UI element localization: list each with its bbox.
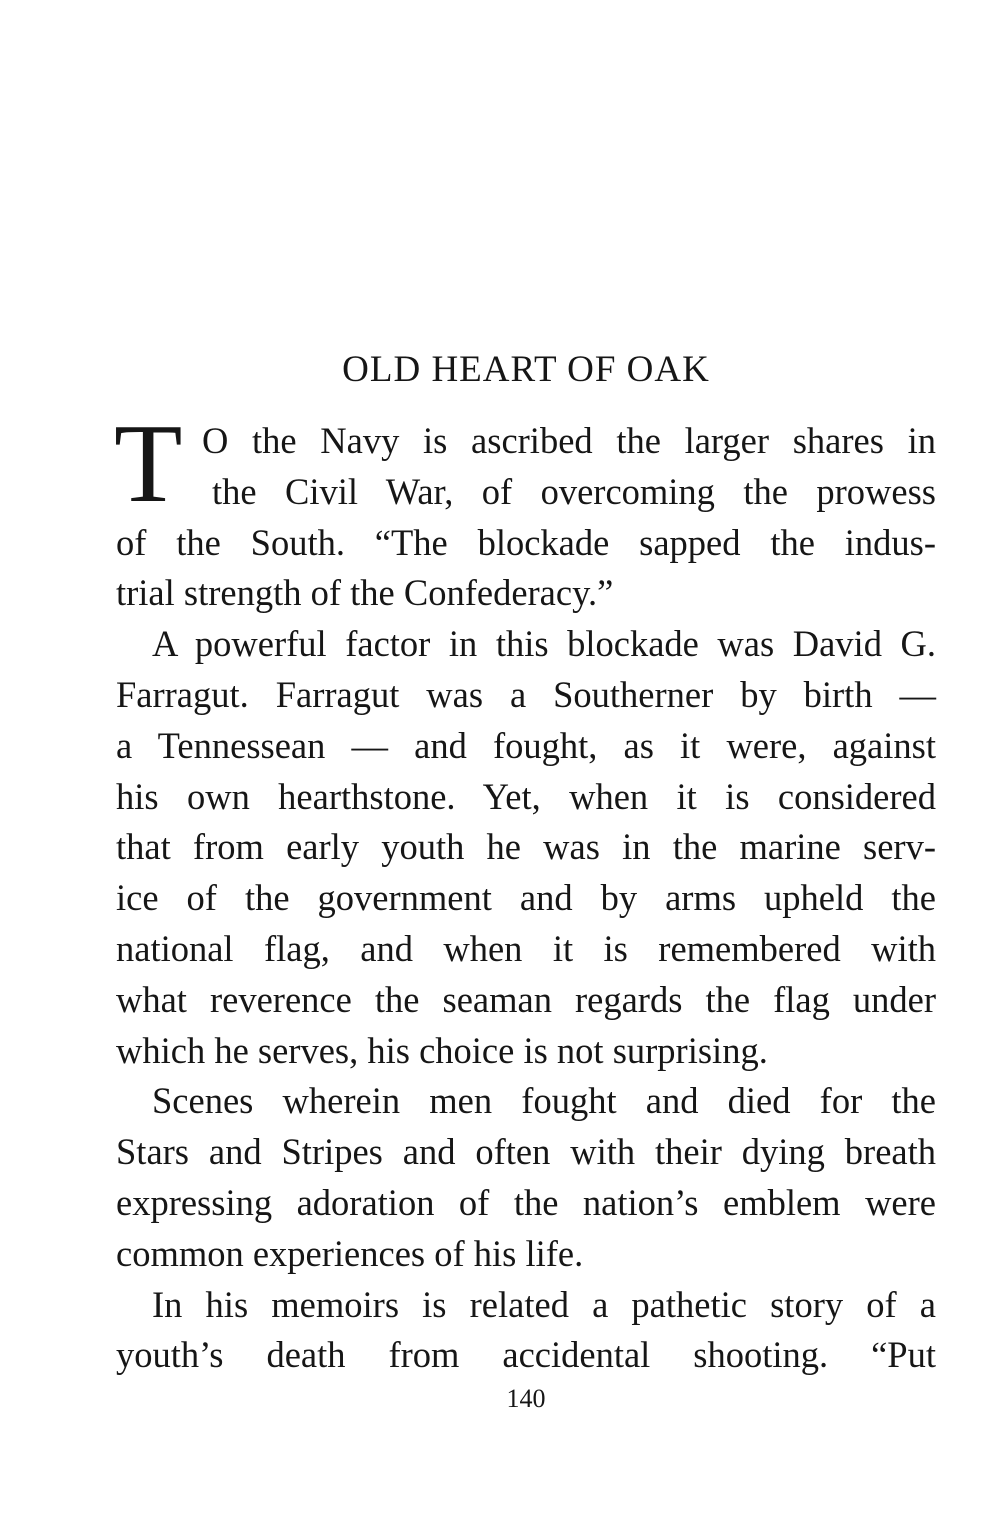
- text-line: that from early youth he was in the marine serv-: [116, 826, 936, 868]
- text-line: which he serves, his choice is not surprising.: [116, 1029, 768, 1071]
- running-title: OLD HEART OF OAK: [342, 349, 710, 390]
- paragraph-4: [116, 1280, 936, 1382]
- body-text: [114, 402, 936, 1381]
- text-line: expressing adoration of the nation’s emblem were: [116, 1181, 936, 1223]
- text-line: national flag, and when it is remembered with: [116, 927, 936, 969]
- text-line: In his memoirs is related a pathetic story of a: [152, 1283, 936, 1325]
- text-line: what reverence the seaman regards the flag under: [116, 978, 936, 1020]
- text-line: Stars and Stripes and often with their dying breath: [116, 1131, 936, 1173]
- paragraph-1: [114, 402, 936, 619]
- text-line: Scenes wherein men fought and died for the: [152, 1080, 936, 1122]
- text-line: youth’s death from accidental shooting. “Put: [116, 1334, 936, 1376]
- text-line: of the South. “The blockade sapped the indus-: [116, 521, 936, 563]
- text-line: O the Navy is ascribed the larger shares in: [202, 420, 936, 461]
- paragraph-2: [116, 619, 936, 1076]
- text-line: A powerful factor in this blockade was David G.: [152, 623, 936, 665]
- text-line: his own hearthstone. Yet, when it is considered: [116, 775, 936, 817]
- text-line: Farragut. Farragut was a Southerner by birth —: [116, 673, 936, 715]
- drop-cap: T: [114, 402, 183, 526]
- text-line: ice of the government and by arms upheld the: [116, 877, 936, 919]
- page-number: 140: [506, 1384, 546, 1413]
- text-line: a Tennessean — and fought, as it were, against: [116, 724, 936, 766]
- paragraph-3: [116, 1076, 936, 1279]
- text-line: common experiences of his life.: [116, 1232, 584, 1274]
- text-line: trial strength of the Confederacy.”: [116, 572, 614, 614]
- text-line: the Civil War, of overcoming the prowess: [212, 470, 936, 512]
